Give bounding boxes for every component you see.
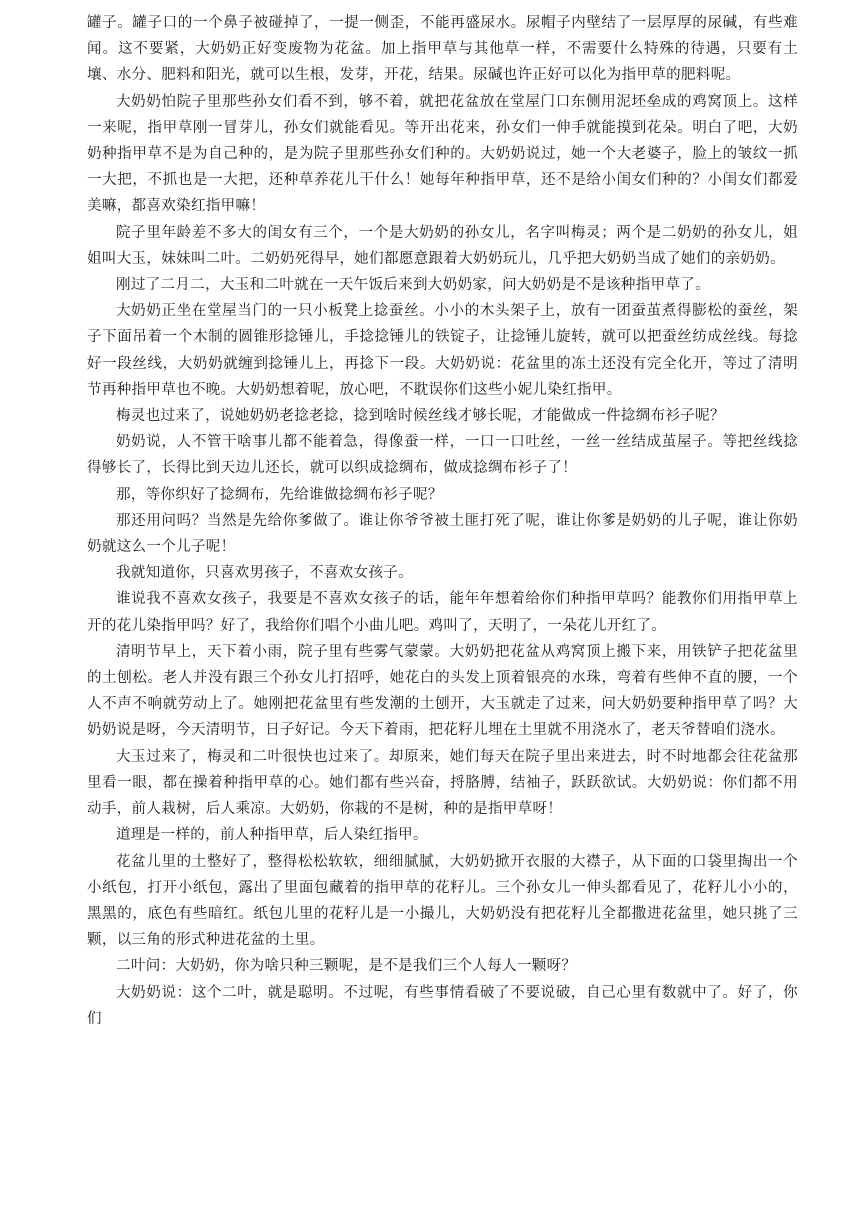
paragraph: 谁说我不喜欢女孩子，我要是不喜欢女孩子的话，能年年想着给你们种指甲草吗？能教你们用指甲草上开的花儿染指甲吗？好了，我给你们唱个小曲儿吧。鸡叫了，天明了，一朵花儿开红了。 (87, 591, 798, 634)
paragraph: 梅灵也过来了，说她奶奶老捻老捻，捻到啥时候丝线才够长呢，才能做成一件捻绸布衫子呢？ (116, 408, 725, 425)
paragraph: 大玉过来了，梅灵和二叶很快也过来了。却原来，她们每天在院子里出来进去，时不时地都会往花盆那里看一眼，都在操着种指甲草的心。她们都有些兴奋，捋胳膊，结袖子，跃跃欲试。大奶奶说：你们都不用动手，前人栽树，后人乘凉。大奶奶，你栽的不是树，种的是指甲草呀！ (87, 748, 798, 818)
paragraph: 大奶奶说：这个二叶，就是聪明。不过呢，有些事情看破了不要说破，自己心里有数就中了。好了，你们 (87, 984, 798, 1027)
paragraph: 刚过了二月二，大玉和二叶就在一天午饭后来到大奶奶家，问大奶奶是不是该种指甲草了。 (116, 277, 710, 294)
paragraph: 院子里年龄差不多大的闺女有三个，一个是大奶奶的孙女儿，名字叫梅灵；两个是二奶奶的孙女儿，姐姐叫大玉，妹妹叫二叶。二奶奶死得早，她们都愿意跟着大奶奶玩儿，几乎把大奶奶当成了她们的亲奶奶。 (87, 224, 798, 267)
paragraph: 那还用问吗？当然是先给你爹做了。谁让你爷爷被土匪打死了呢，谁让你爹是奶奶的儿子呢，谁让你奶奶就这么一个儿子呢！ (87, 512, 798, 556)
paragraph: 罐子。罐子口的一个鼻子被碰掉了，一提一侧歪，不能再盛尿水。尿帽子内壁结了一层厚厚的尿碱，有些难闻。这不要紧，大奶奶正好变废物为花盆。加上指甲草与其他草一样，不需要什么特殊的待遇，只要有土壤、水分、肥料和阳光，就可以生根，发芽，开花，结果。尿碱也许正好可以化为指甲草的肥料呢。 (87, 15, 798, 84)
paragraph: 道理是一样的，前人种指甲草，后人染红指甲。 (116, 827, 428, 844)
paragraph: 我就知道你，只喜欢男孩子，不喜欢女孩子。 (116, 565, 413, 582)
paragraph: 奶奶说，人不管干啥事儿都不能着急，得像蚕一样，一口一口吐丝，一丝一丝结成茧屋子。等把丝线捻得够长了，长得比到天边儿还长，就可以织成捻绸布，做成捻绸布衫子了！ (87, 434, 798, 477)
body-text (87, 0, 798, 1032)
paragraph: 清明节早上，天下着小雨，院子里有些雾气蒙蒙。大奶奶把花盆从鸡窝顶上搬下来，用铁铲子把花盆里的土刨松。老人并没有跟三个孙女儿打招呼，她花白的头发上顶着银亮的水珠，弯着有些伸不直的腰，一个人不声不响就劳动上了。她刚把花盆里有些发潮的土刨开，大玉就走了过来，问大奶奶要种指甲草了吗？大奶奶说是呀，今天清明节，日子好记。今天下着雨，把花籽儿埋在土里就不用浇水了，老天爷替咱们浇水。 (87, 643, 798, 739)
paragraph: 大奶奶怕院子里那些孙女们看不到，够不着，就把花盆放在堂屋门口东侧用泥坯垒成的鸡窝顶上。这样一来呢，指甲草刚一冒芽儿，孙女们就能看见。等开出花来，孙女们一伸手就能摸到花朵。明白了吧，大奶奶种指甲草不是为自己种的，是为院子里那些孙女们种的。大奶奶说过，她一个大老婆子，脸上的皱纹一抓一大把，不抓也是一大把，还种草养花儿干什么！她每年种指甲草，还不是给小闺女们种的？小闺女们都爱美嘛，都喜欢染红指甲嘛！ (87, 93, 798, 215)
paragraph: 那，等你织好了捻绸布，先给谁做捻绸布衫子呢？ (116, 486, 443, 503)
paragraph: 大奶奶正坐在堂屋当门的一只小板凳上捻蚕丝。小小的木头架子上，放有一团蚕茧煮得膨松的蚕丝，架子下面吊着一个木制的圆锥形捻锤儿，手捻捻锤儿的铁锭子，让捻锤儿旋转，就可以把蚕丝纺成丝线。每捻好一段丝线，大奶奶就缠到捻锤儿上，再捻下一段。大奶奶说：花盆里的冻土还没有完全化开，等过了清明节再种指甲草也不晚。大奶奶想着呢，放心吧，不耽误你们这些小妮儿染红指甲。 (87, 303, 798, 398)
paragraph: 花盆儿里的土整好了，整得松松软软，细细腻腻，大奶奶掀开衣服的大襟子，从下面的口袋里掏出一个小纸包，打开小纸包，露出了里面包藏着的指甲草的花籽儿。三个孙女儿一伸头都看见了，花籽儿小小的，黑黑的，底色有些暗红。纸包儿里的花籽儿是一小撮儿，大奶奶没有把花籽儿全都撒进花盆里，她只挑了三颗，以三角的形式种进花盆的土里。 (87, 853, 798, 949)
paragraph: 二叶问：大奶奶，你为啥只种三颗呢，是不是我们三个人每人一颗呀？ (116, 958, 577, 975)
